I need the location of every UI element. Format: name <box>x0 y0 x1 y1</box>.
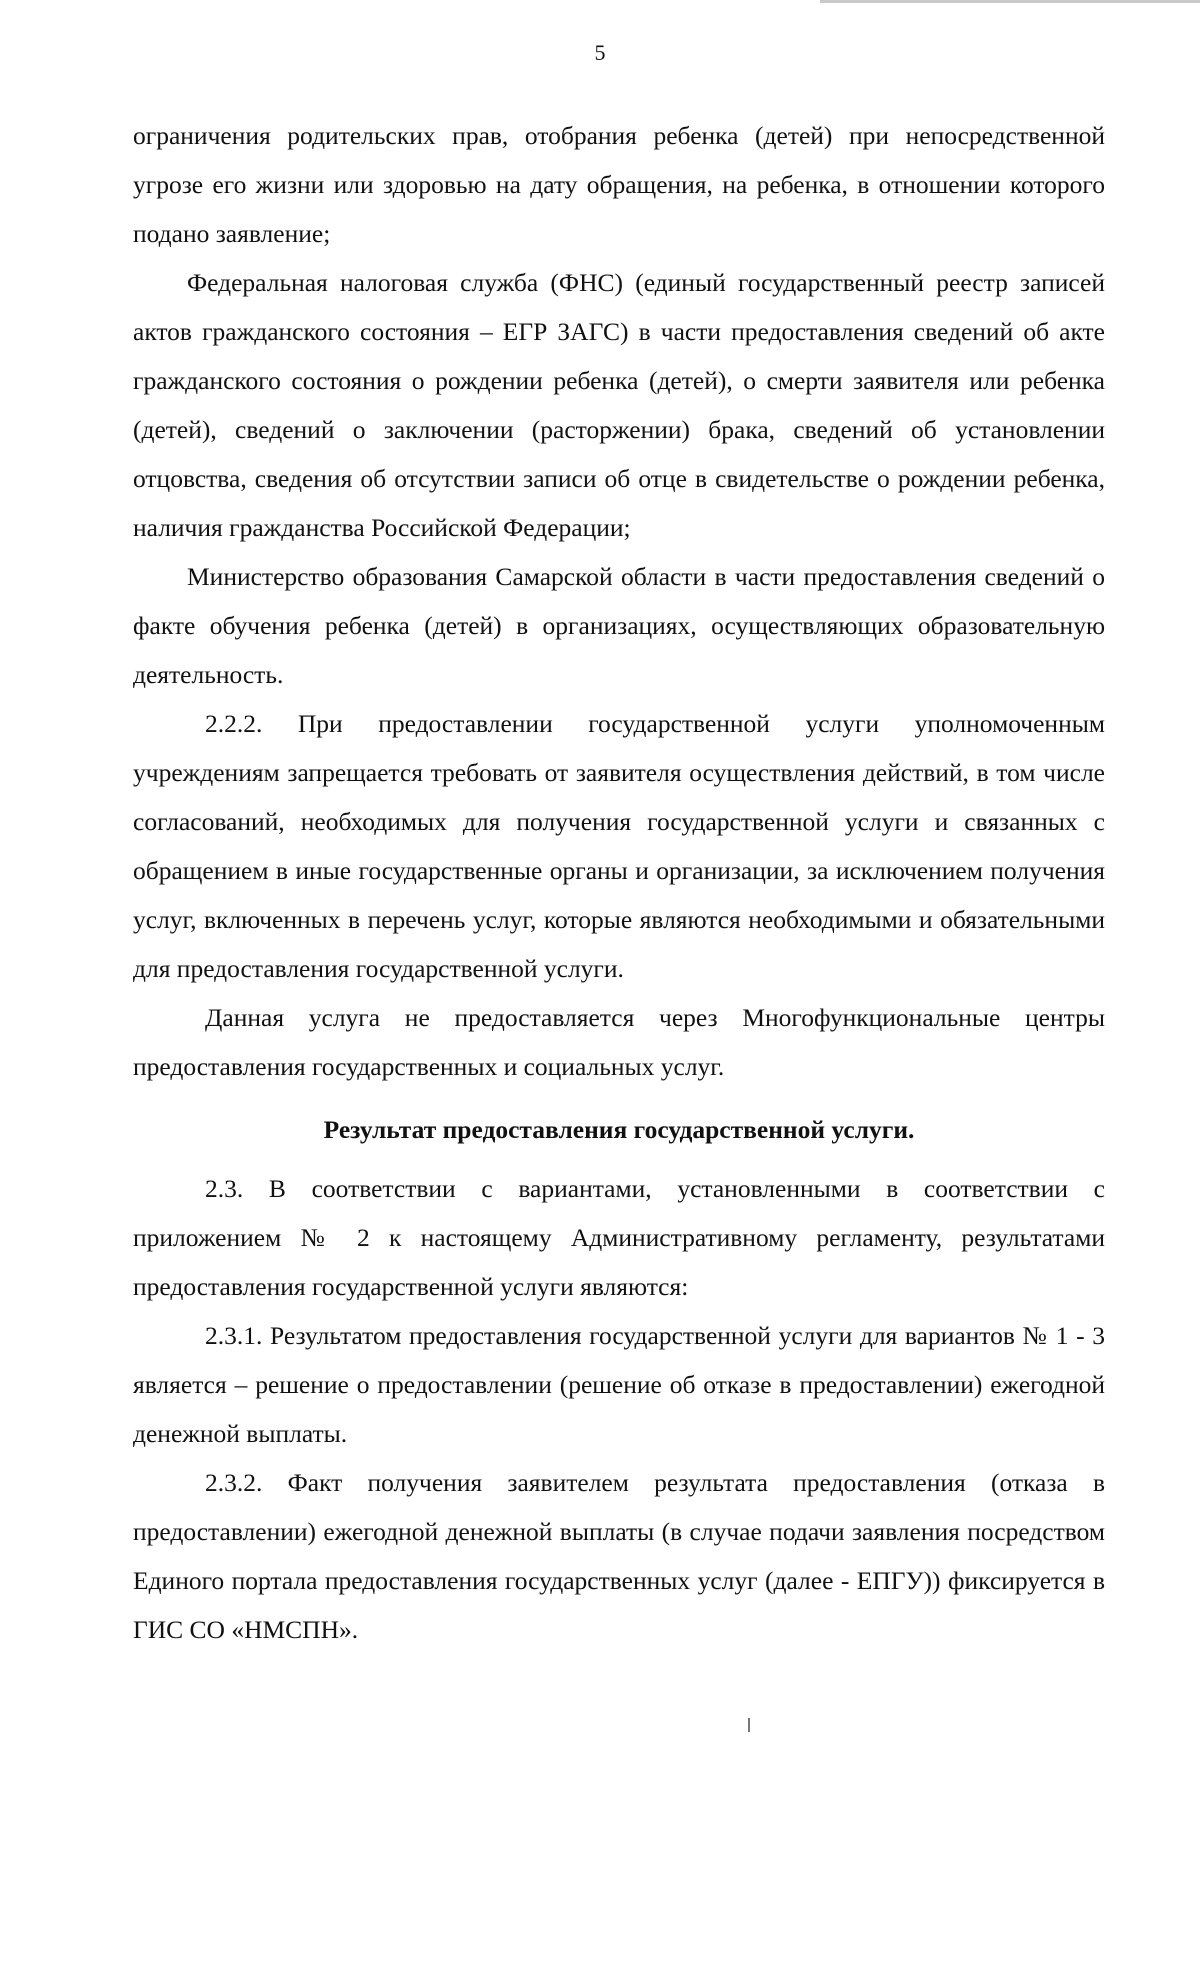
scan-edge-line <box>820 0 1200 3</box>
scan-artifact-mark <box>748 1718 750 1732</box>
paragraph-2-3-2: 2.3.2. Факт получения заявителем результата предоставления (отказа в предоставлении) ежегодной денежной выплаты (в случае подачи заявления посредством Единого портала предоставления государственных услуг (далее - ЕПГУ)) фиксируется в ГИС СО «НМСПН». <box>133 1468 1105 1644</box>
paragraph-fns: Федеральная налоговая служба (ФНС) (единый государственный реестр записей актов гражданского состояния – ЕГР ЗАГС) в части предоставления сведений об акте гражданского состояния о рождении ребенка (детей), о смерти заявителя или ребенка (детей), сведений о заключении (расторжении) брака, сведений об установлении отцовства, сведения об отсутствии записи об отце в свидетельстве о рождении ребенка, наличия гражданства Российской Федерации; <box>133 268 1105 542</box>
paragraph-2-3: 2.3. В соответствии с вариантами, установленными в соответствии с приложением № 2 к настоящему Административному регламенту, результатами предоставления государственной услуги являются: <box>133 1174 1105 1301</box>
paragraph-continuation: ограничения родительских прав, отобрания ребенка (детей) при непосредственной угрозе его жизни или здоровью на дату обращения, на ребенка, в отношении которого подано заявление; <box>133 121 1105 248</box>
paragraph-2-3-1: 2.3.1. Результатом предоставления государственной услуги для вариантов № 1 - 3 является – решение о предоставлении (решение об отказе в предоставлении) ежегодной денежной выплаты. <box>133 1321 1105 1448</box>
paragraph-2-2-2: 2.2.2. При предоставлении государственной услуги уполномоченным учреждениям запрещается требовать от заявителя осуществления действий, в том числе согласований, необходимых для получения государственной услуги и связанных с обращением в иные государственные органы и организации, за исключением получения услуг, включенных в перечень услуг, которые являются необходимыми и обязательными для предоставления государственной услуги. <box>133 709 1105 983</box>
document-body <box>133 111 1105 1654</box>
section-heading: Результат предоставления государственной услуги. <box>323 1115 915 1144</box>
page-number: 5 <box>594 40 606 65</box>
paragraph-mfc: Данная услуга не предоставляется через Многофункциональные центры предоставления государственных и социальных услуг. <box>133 1003 1105 1081</box>
paragraph-ministry-education: Министерство образования Самарской области в части предоставления сведений о факте обучения ребенка (детей) в организациях, осуществляющих образовательную деятельность. <box>133 562 1105 689</box>
